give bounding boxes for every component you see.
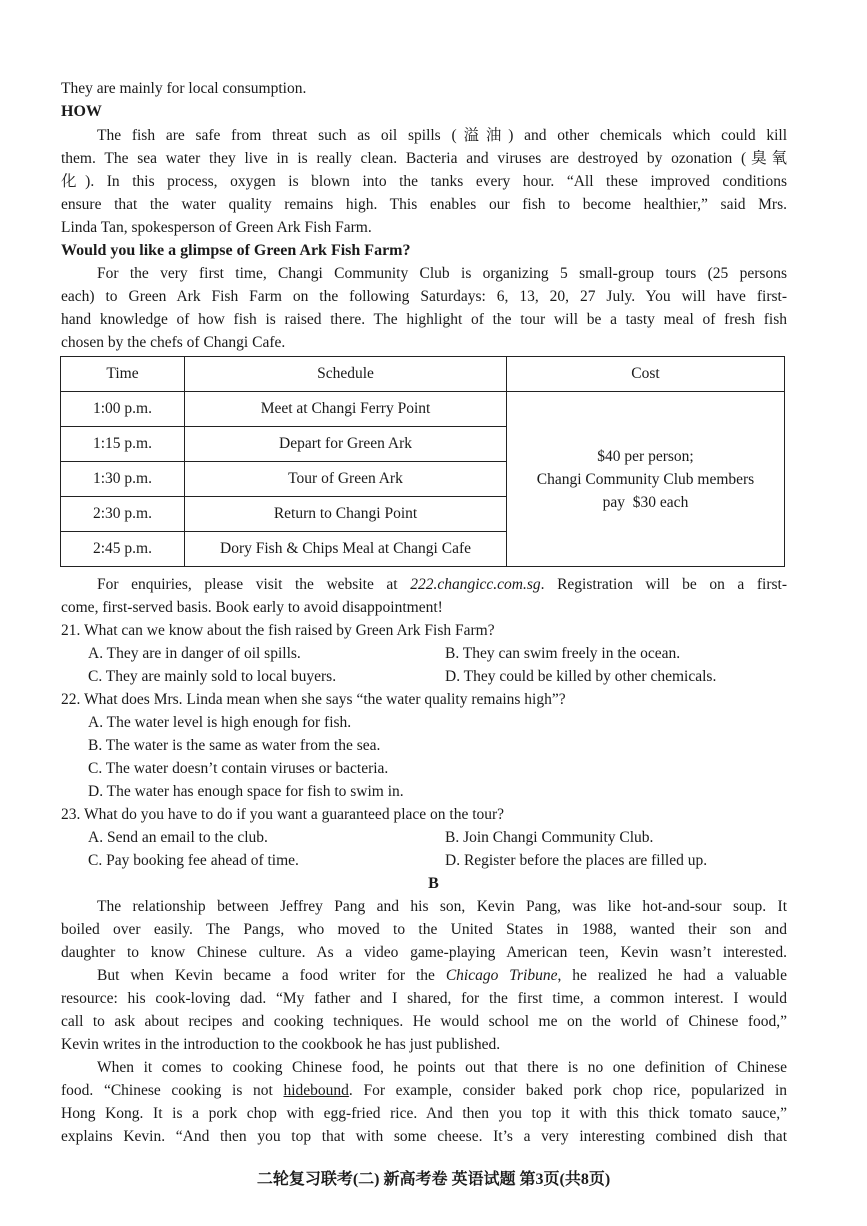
how-heading: HOW bbox=[61, 103, 102, 120]
enquiry-line: come, first-served basis. Book early to avoid disappointment! bbox=[61, 599, 443, 616]
time-cell: 1:00 p.m. bbox=[61, 392, 185, 427]
schedule-cell: Depart for Green Ark bbox=[185, 427, 507, 462]
passage-line: boiled over easily. The Pangs, who moved to the United States in 1988, wanted their son and bbox=[61, 921, 787, 938]
underlined-word: hidebound bbox=[283, 1082, 349, 1099]
option-b: B. The water is the same as water from the sea. bbox=[88, 737, 381, 754]
cost-line: Changi Community Club members bbox=[536, 470, 755, 488]
passage-text: food. “Chinese cooking is not bbox=[61, 1082, 284, 1099]
passage-line: Hong Kong. It is a pork chop with egg-fried rice. And then you top it with this thick tomato sauce,” bbox=[61, 1105, 787, 1122]
glimpse-line: For the very first time, Changi Community Club is organizing 5 small-group tours (25 persons bbox=[97, 265, 787, 282]
passage-line: daughter to know Chinese culture. As a video game-playing American teen, Kevin wasn’t interested. bbox=[61, 944, 787, 961]
cost-cell bbox=[507, 392, 785, 567]
passage-line: The relationship between Jeffrey Pang and his son, Kevin Pang, was like hot-and-sour soup. It bbox=[97, 898, 787, 915]
option-b: B. They can swim freely in the ocean. bbox=[445, 645, 681, 662]
enquiry-text: . Registration will be on a first- bbox=[540, 576, 787, 593]
cost-line: $40 per person; bbox=[597, 447, 694, 465]
enquiry-text: For enquiries, please visit the website at bbox=[97, 576, 411, 593]
page-footer: 二轮复习联考(二) 新高考卷 英语试题 第3页(共8页) bbox=[256, 1171, 611, 1188]
option-b: B. Join Changi Community Club. bbox=[445, 829, 654, 846]
glimpse-heading: Would you like a glimpse of Green Ark Fish Farm? bbox=[61, 242, 411, 259]
glimpse-line: hand knowledge of how fish is raised there. The highlight of the tour will be a tasty meal of fresh fish bbox=[61, 311, 787, 328]
time-cell: 1:15 p.m. bbox=[61, 427, 185, 462]
passage-line bbox=[97, 965, 787, 987]
header-cost: Cost bbox=[507, 357, 785, 392]
time-cell: 2:30 p.m. bbox=[61, 497, 185, 532]
passage-text: . For example, consider baked pork chop rice, popularized in bbox=[348, 1082, 787, 1099]
section-b-heading: B bbox=[428, 875, 439, 892]
header-time: Time bbox=[61, 357, 185, 392]
option-c: C. The water doesn’t contain viruses or bacteria. bbox=[88, 760, 389, 777]
option-a: A. They are in danger of oil spills. bbox=[88, 645, 301, 662]
passage-text: , he realized he had a valuable bbox=[557, 967, 787, 984]
how-line: Linda Tan, spokesperson of Green Ark Fish Farm. bbox=[61, 219, 372, 236]
schedule-cell: Return to Changi Point bbox=[185, 497, 507, 532]
option-d: D. They could be killed by other chemicals. bbox=[445, 668, 717, 685]
schedule-table bbox=[60, 356, 785, 567]
enquiry-line bbox=[97, 574, 787, 596]
header-schedule: Schedule bbox=[185, 357, 507, 392]
option-a: A. Send an email to the club. bbox=[88, 829, 268, 846]
passage-line bbox=[61, 1080, 787, 1102]
table-row bbox=[61, 392, 785, 427]
option-a: A. The water level is high enough for fish. bbox=[88, 714, 352, 731]
option-c: C. They are mainly sold to local buyers. bbox=[88, 668, 337, 685]
passage-line: call to ask about recipes and cooking techniques. He would school me on the world of Chinese food,” bbox=[61, 1013, 787, 1030]
glimpse-line: chosen by the chefs of Changi Cafe. bbox=[61, 334, 286, 351]
passage-line: resource: his cook-loving dad. “My father and I shared, for the first time, a common interest. I would bbox=[61, 990, 787, 1007]
option-c: C. Pay booking fee ahead of time. bbox=[88, 852, 299, 869]
how-line: 化). In this process, oxygen is blown into the tanks every hour. “All these improved conditions bbox=[61, 173, 787, 190]
how-line: them. The sea water they live in is really clean. Bacteria and viruses are destroyed by ozonation (臭氧 bbox=[61, 150, 787, 167]
passage-line: When it comes to cooking Chinese food, he points out that there is no one definition of Chinese bbox=[97, 1059, 787, 1076]
cost-line: pay $30 each bbox=[602, 493, 689, 511]
schedule-cell: Meet at Changi Ferry Point bbox=[185, 392, 507, 427]
question-stem: 21. What can we know about the fish raised by Green Ark Fish Farm? bbox=[61, 622, 495, 639]
schedule-cell: Dory Fish & Chips Meal at Changi Cafe bbox=[185, 532, 507, 567]
publication-name: Chicago Tribune bbox=[445, 967, 558, 984]
option-d: D. The water has enough space for fish to swim in. bbox=[88, 783, 404, 800]
question-stem: 23. What do you have to do if you want a guaranteed place on the tour? bbox=[61, 806, 505, 823]
website-link[interactable]: 222.changicc.com.sg bbox=[410, 576, 541, 593]
passage-line: Kevin writes in the introduction to the cookbook he has just published. bbox=[61, 1036, 501, 1053]
passage-line: explains Kevin. “And then you top that with some cheese. It’s a very interesting combined dish that bbox=[61, 1128, 787, 1145]
question-stem: 22. What does Mrs. Linda mean when she says “the water quality remains high”? bbox=[61, 691, 566, 708]
schedule-cell: Tour of Green Ark bbox=[185, 462, 507, 497]
option-d: D. Register before the places are filled up. bbox=[445, 852, 708, 869]
passage-text: But when Kevin became a food writer for the bbox=[97, 967, 446, 984]
table-header-row bbox=[61, 357, 785, 392]
glimpse-line: each) to Green Ark Fish Farm on the following Saturdays: 6, 13, 20, 27 July. You will have first- bbox=[61, 288, 787, 305]
time-cell: 1:30 p.m. bbox=[61, 462, 185, 497]
how-line: ensure that the water quality remains high. This enables our fish to become healthier,” said Mrs. bbox=[61, 196, 787, 213]
intro-tail: They are mainly for local consumption. bbox=[61, 80, 307, 97]
how-line: The fish are safe from threat such as oil spills (溢油) and other chemicals which could kill bbox=[97, 127, 787, 144]
time-cell: 2:45 p.m. bbox=[61, 532, 185, 567]
